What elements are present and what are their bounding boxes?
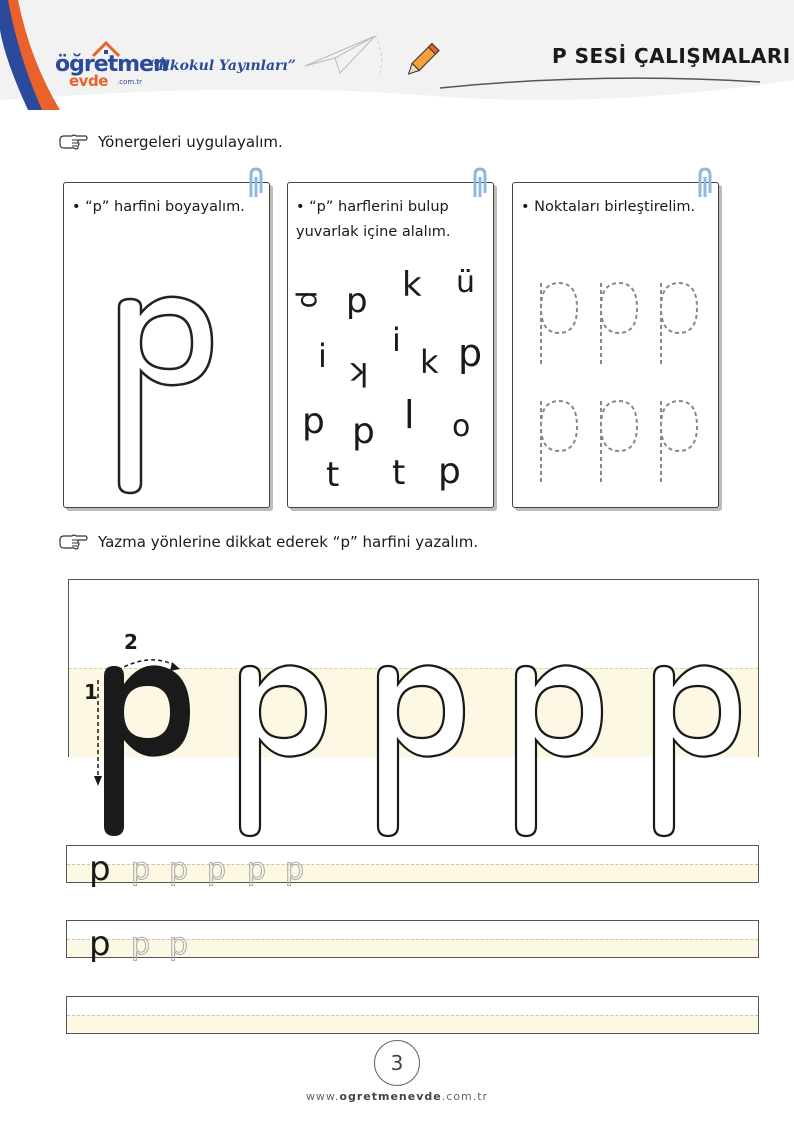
instruction-2-text: Yazma yönlerine dikkat ederek “p” harfini yazalım.	[98, 533, 479, 551]
scatter-letter[interactable]: i	[318, 337, 327, 375]
scatter-letter[interactable]: ü	[456, 265, 476, 300]
practice-dotted-letter: p	[169, 852, 189, 887]
practice-dotted-letter: p	[247, 852, 267, 887]
stroke-label-2: 2	[124, 630, 138, 654]
scatter-letter[interactable]: p	[438, 451, 461, 492]
stroke-label-1: 1	[84, 680, 98, 704]
scatter-letter[interactable]: k	[420, 343, 439, 381]
site-bold: ogretmenevde	[339, 1090, 442, 1103]
practice-line-3[interactable]	[66, 996, 759, 1034]
scatter-letter[interactable]: l	[404, 393, 415, 437]
scatter-letter[interactable]: k	[350, 355, 369, 393]
card-2-text: • “p” harflerini bulup yuvarlak içine alalım.	[296, 199, 451, 240]
scatter-letter[interactable]: p	[294, 290, 328, 309]
logo-main-text: öğretmen	[55, 52, 168, 77]
practice-dotted-letter: p	[131, 927, 151, 962]
scatter-letter[interactable]: p	[458, 331, 483, 375]
scatter-letter[interactable]: o	[452, 409, 471, 444]
logo-sub-text: evde	[69, 72, 108, 90]
scatter-letter[interactable]: p	[302, 401, 325, 442]
scatter-letter[interactable]: t	[392, 453, 406, 493]
practice-line-2[interactable]	[66, 920, 759, 964]
practice-dotted-letter: p	[285, 852, 305, 887]
site-suffix: .com.tr	[441, 1090, 489, 1103]
trace-letter-p	[516, 665, 602, 836]
practice-dotted-letter: p	[207, 852, 227, 887]
logo-tld-text: .com.tr	[117, 78, 143, 86]
trace-letter-p	[654, 665, 740, 836]
website-url[interactable]	[0, 1090, 794, 1103]
practice-dotted-letter: p	[169, 927, 189, 962]
page-title: P SESİ ÇALIŞMALARI	[552, 44, 791, 68]
card-1-text: • “p” harfini boyayalım.	[72, 199, 245, 215]
publisher-name: “İlkokul Yayınları”	[150, 58, 296, 74]
practice-model-letter: p	[89, 849, 111, 889]
scatter-letter[interactable]: k	[402, 265, 422, 305]
page-number: 3	[374, 1040, 420, 1086]
scatter-letter[interactable]: p	[346, 281, 368, 321]
site-prefix: www.	[305, 1090, 340, 1103]
scatter-letter[interactable]: t	[326, 455, 340, 495]
scatter-letter[interactable]: p	[352, 411, 375, 452]
practice-line-1[interactable]	[66, 845, 759, 889]
practice-dotted-letter: p	[131, 852, 151, 887]
practice-model-letter: p	[89, 924, 111, 964]
trace-letter-p	[240, 665, 326, 836]
model-letter-p	[104, 665, 190, 836]
card-3-text: • Noktaları birleştirelim.	[521, 199, 696, 215]
trace-letter-p	[378, 665, 464, 836]
instruction-1-text: Yönergeleri uygulayalım.	[98, 133, 283, 151]
scatter-letter[interactable]: i	[392, 321, 401, 359]
